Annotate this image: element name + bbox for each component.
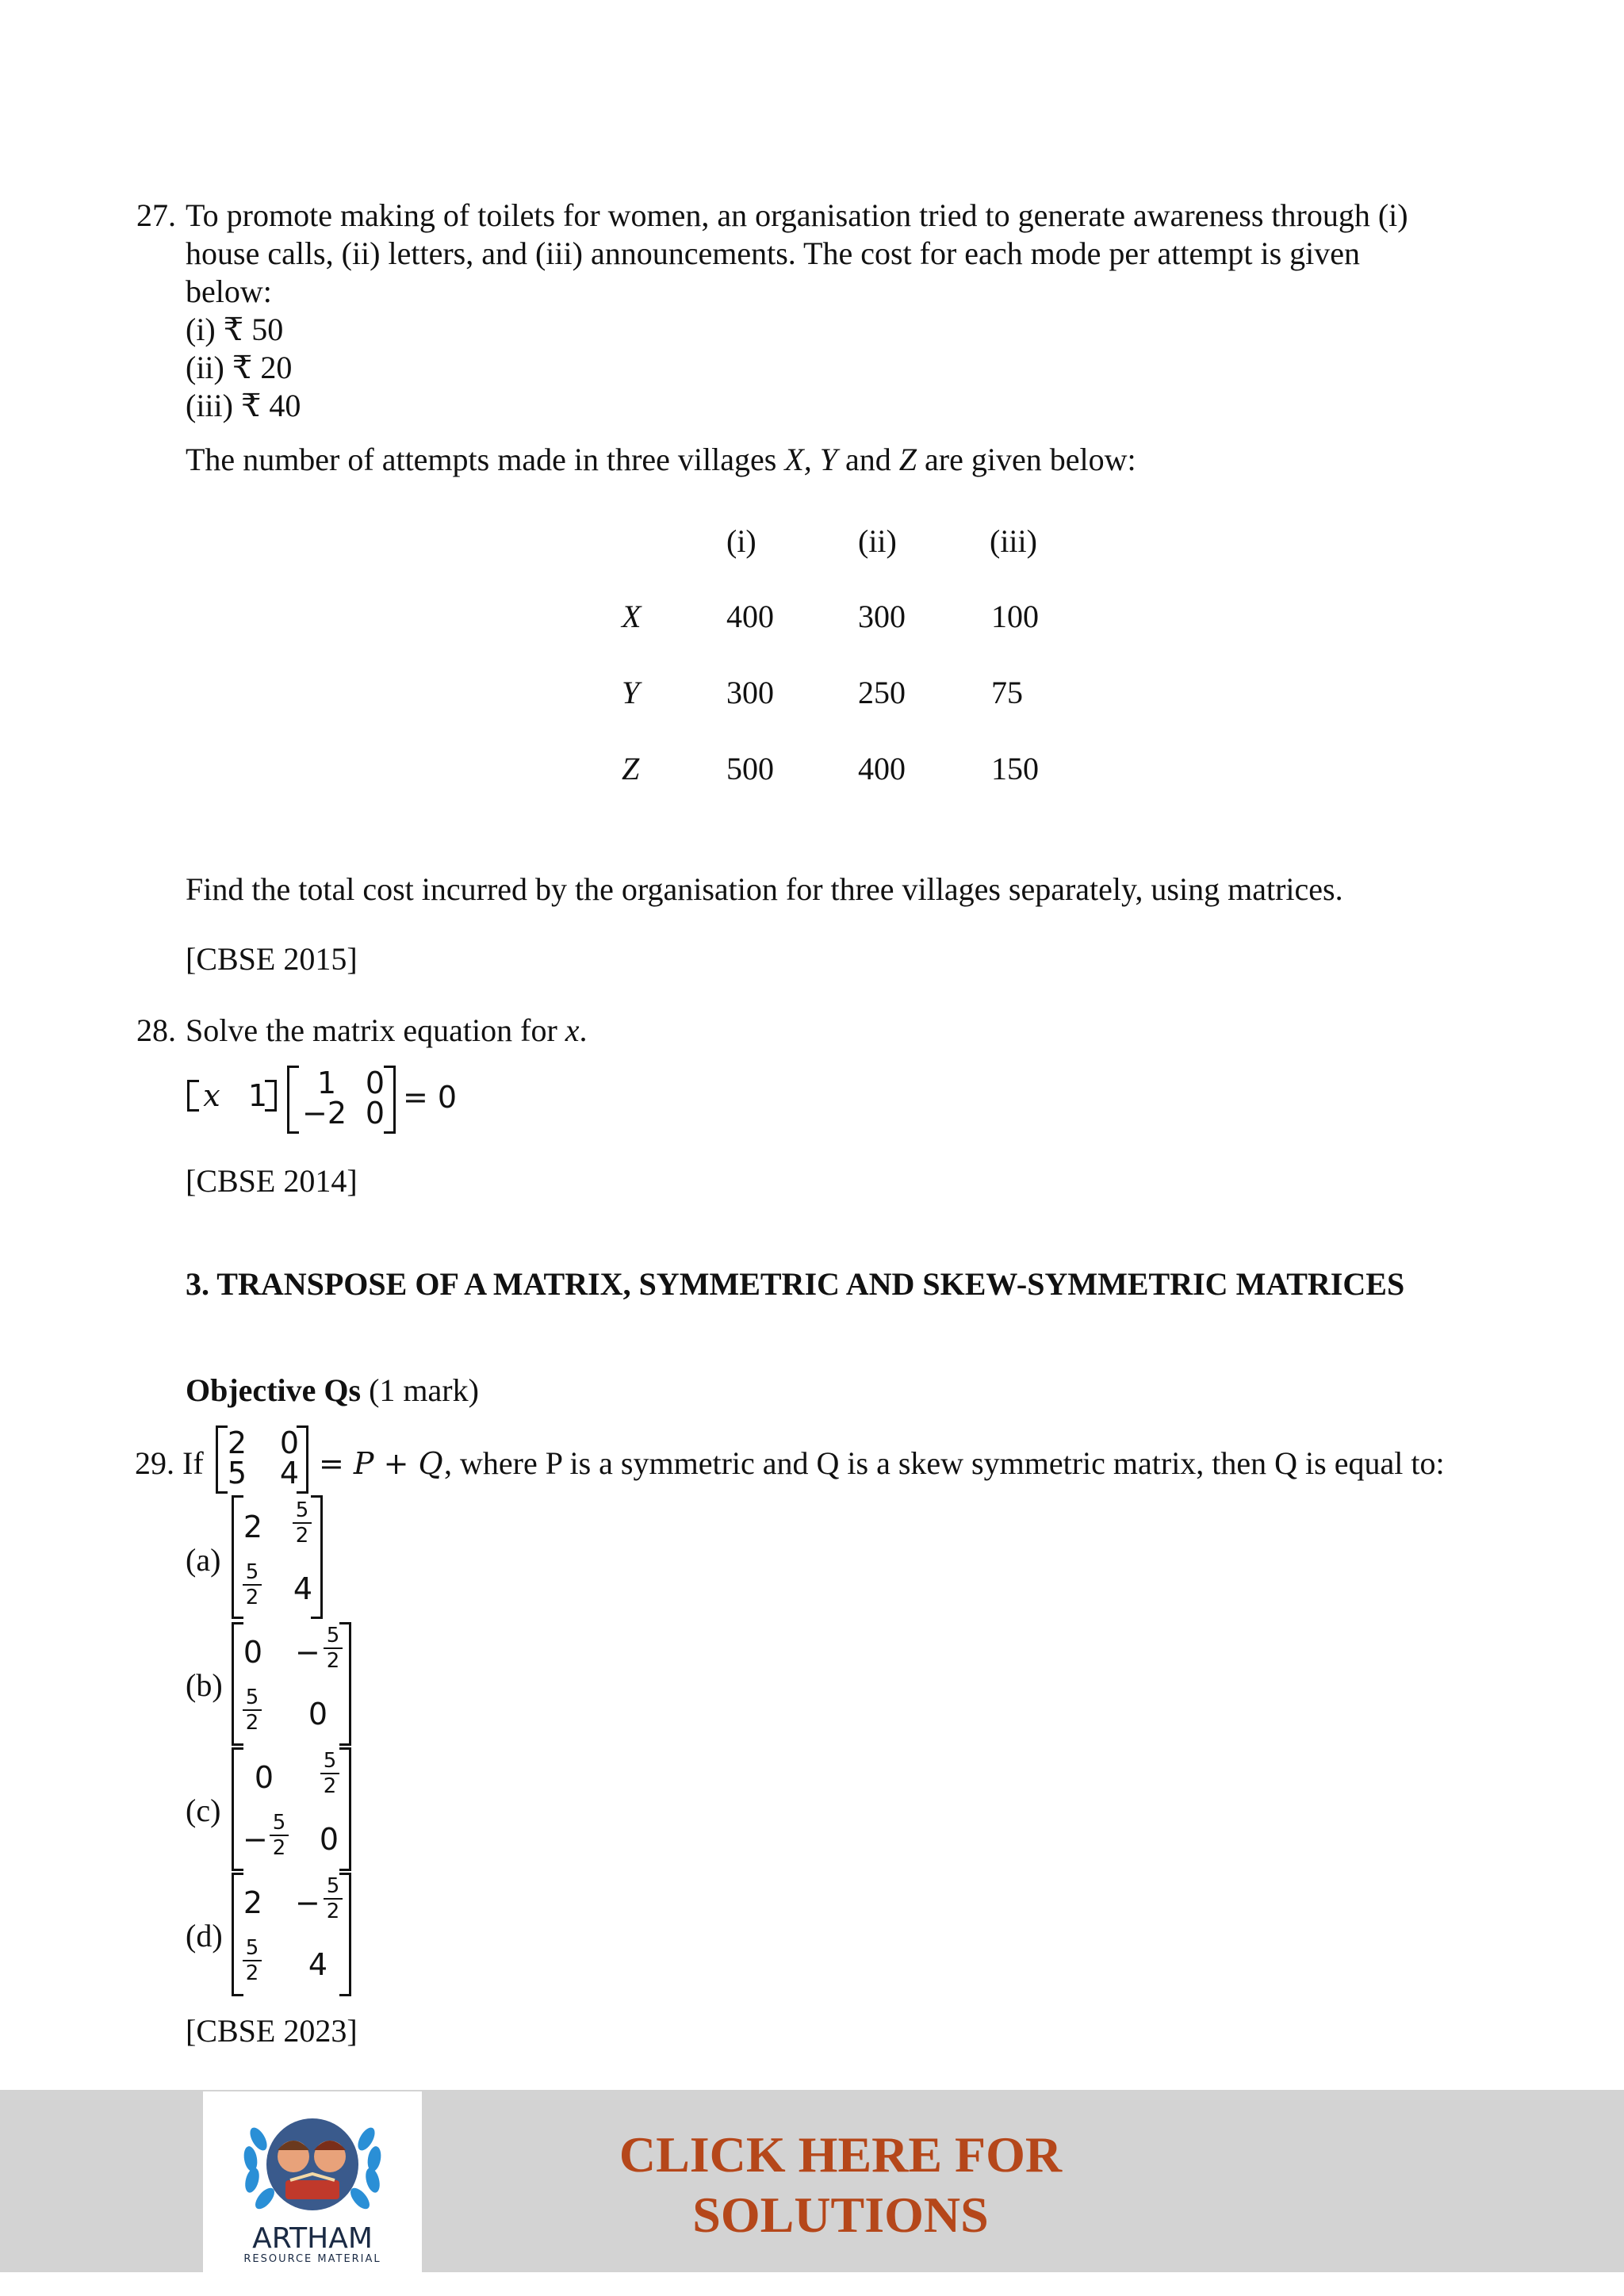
click-here-for-solutions-link[interactable] bbox=[555, 2125, 1126, 2245]
q27-cost-3: (iii) ₹ 40 bbox=[186, 388, 301, 423]
q28-rowvec-right-bracket bbox=[265, 1080, 277, 1112]
q27-task: Find the total cost incurred by the organisation for three villages separately, using matrices. bbox=[186, 871, 1343, 907]
frac-num: 5 bbox=[326, 1624, 340, 1647]
table-cell: 300 bbox=[858, 599, 906, 634]
q29-option-d-label: (d) bbox=[186, 1918, 223, 1954]
table-cell: 500 bbox=[726, 751, 774, 786]
q28-rowvec-1: 1 bbox=[247, 1078, 268, 1113]
q28-rowvec-x: x bbox=[203, 1078, 220, 1113]
q27-intro bbox=[186, 441, 1136, 479]
q28-matrix-cell: −2 bbox=[301, 1096, 347, 1131]
table-header-ii: (ii) bbox=[858, 523, 897, 559]
q29-text: , where P is a symmetric and Q is a skew symmetric matrix, then Q is equal to: bbox=[444, 1445, 1445, 1481]
frac-den: 2 bbox=[326, 1900, 340, 1923]
q28-matrix-cell: 0 bbox=[365, 1066, 385, 1100]
q29-source: [CBSE 2023] bbox=[186, 2013, 358, 2049]
option-a-frac-21 bbox=[241, 1562, 263, 1608]
q28-text-post: . bbox=[579, 1012, 588, 1048]
table-header-i: (i) bbox=[726, 523, 756, 559]
logo-brand: ARTHAM bbox=[252, 2222, 373, 2255]
q28-matrix-right-bracket bbox=[384, 1066, 396, 1134]
option-b-cell: 0 bbox=[243, 1635, 263, 1670]
q27-intro-z: Z bbox=[898, 442, 917, 477]
table-cell: 250 bbox=[858, 675, 906, 710]
q29-matrix-right-bracket bbox=[297, 1425, 308, 1494]
cta-line-1: CLICK HERE FOR bbox=[619, 2126, 1063, 2183]
table-cell: 150 bbox=[991, 751, 1039, 786]
objective-heading bbox=[186, 1372, 479, 1410]
option-d-right-bracket bbox=[339, 1873, 351, 1996]
q27-cost-2: (ii) ₹ 20 bbox=[186, 350, 293, 385]
q29-option-c-label: (c) bbox=[186, 1793, 221, 1828]
q29-matrix-cell: 4 bbox=[279, 1456, 300, 1490]
frac-num: 5 bbox=[245, 1686, 259, 1709]
option-a-right-bracket bbox=[311, 1495, 323, 1619]
frac-den: 2 bbox=[245, 1711, 259, 1735]
q29-option-b-label: (b) bbox=[186, 1667, 223, 1703]
q27-intro-pre: The number of attempts made in three villages bbox=[186, 442, 785, 477]
q29-number: 29. If bbox=[135, 1445, 204, 1481]
frac-num: 5 bbox=[323, 1749, 337, 1773]
logo-subtitle: RESOURCE MATERIAL bbox=[243, 2253, 381, 2265]
option-c-frac-21 bbox=[268, 1812, 290, 1858]
table-cell: 400 bbox=[726, 599, 774, 634]
option-c-cell: 0 bbox=[319, 1822, 339, 1857]
option-c-cell: 0 bbox=[254, 1760, 274, 1795]
q27-intro-post: are given below: bbox=[917, 442, 1136, 477]
q29-matrix-cell: 0 bbox=[279, 1425, 300, 1460]
option-d-cell: 4 bbox=[308, 1947, 328, 1982]
q27-intro-and: and bbox=[837, 442, 899, 477]
q28-var: x bbox=[565, 1012, 580, 1048]
option-c-right-bracket bbox=[339, 1747, 351, 1871]
q27-line2: house calls, (ii) letters, and (iii) announcements. The cost for each mode per attempt is given bbox=[186, 235, 1361, 271]
option-a-cell: 2 bbox=[243, 1510, 263, 1544]
q29-matrix-cell: 5 bbox=[227, 1456, 247, 1490]
frac-num: 5 bbox=[295, 1498, 309, 1522]
option-b-right-bracket bbox=[339, 1622, 351, 1746]
option-a-cell: 4 bbox=[293, 1571, 313, 1606]
option-d-frac-21 bbox=[241, 1938, 263, 1984]
q27-intro-vars: X, Y bbox=[784, 442, 837, 477]
q29-matrix-cell: 2 bbox=[227, 1425, 247, 1460]
table-header-iii: (iii) bbox=[990, 523, 1037, 559]
option-c-left-bracket bbox=[232, 1747, 243, 1871]
q27-source: [CBSE 2015] bbox=[186, 941, 358, 977]
cta-line-2: SOLUTIONS bbox=[692, 2187, 989, 2243]
q28-text bbox=[186, 1012, 588, 1050]
table-row-label-y: Y bbox=[622, 675, 640, 710]
option-c-minus: − bbox=[243, 1822, 268, 1857]
section-title: 3. TRANSPOSE OF A MATRIX, SYMMETRIC AND SKEW-SYMMETRIC MATRICES bbox=[186, 1266, 1405, 1302]
frac-num: 5 bbox=[272, 1811, 286, 1835]
table-cell: 100 bbox=[991, 599, 1039, 634]
frac-den: 2 bbox=[295, 1524, 309, 1548]
laurel-wreath-icon bbox=[203, 2091, 422, 2226]
artham-logo[interactable] bbox=[203, 2091, 422, 2272]
table-cell: 400 bbox=[858, 751, 906, 786]
q28-matrix-cell: 0 bbox=[365, 1096, 385, 1131]
q29-equation: = P + Q bbox=[319, 1446, 443, 1481]
table-cell: 75 bbox=[991, 675, 1023, 710]
option-d-cell: 2 bbox=[243, 1885, 263, 1920]
q29-option-a-label: (a) bbox=[186, 1542, 221, 1578]
q27-line1: To promote making of toilets for women, an organisation tried to generate awareness through (i) bbox=[186, 197, 1408, 233]
option-b-cell: 0 bbox=[308, 1697, 328, 1732]
frac-den: 2 bbox=[245, 1586, 259, 1609]
frac-den: 2 bbox=[323, 1774, 337, 1798]
option-b-frac-21 bbox=[241, 1687, 263, 1733]
option-b-minus: − bbox=[295, 1635, 320, 1670]
frac-num: 5 bbox=[326, 1874, 340, 1898]
q28-source: [CBSE 2014] bbox=[186, 1163, 358, 1199]
table-cell: 300 bbox=[726, 675, 774, 710]
table-row-label-x: X bbox=[622, 599, 642, 634]
objective-label: Objective Qs bbox=[186, 1372, 362, 1408]
q27-line3: below: bbox=[186, 274, 272, 309]
q28-matrix-cell: 1 bbox=[316, 1066, 337, 1100]
q28-number: 28. bbox=[136, 1012, 176, 1048]
q27-cost-1: (i) ₹ 50 bbox=[186, 312, 284, 347]
frac-den: 2 bbox=[245, 1961, 259, 1985]
frac-num: 5 bbox=[245, 1560, 259, 1584]
q28-text-pre: Solve the matrix equation for bbox=[186, 1012, 565, 1048]
frac-num: 5 bbox=[245, 1936, 259, 1960]
frac-den: 2 bbox=[326, 1649, 340, 1673]
option-c-frac-12 bbox=[319, 1751, 341, 1797]
objective-marks: (1 mark) bbox=[361, 1372, 479, 1408]
table-row-label-z: Z bbox=[622, 751, 640, 786]
q28-rowvec-left-bracket bbox=[187, 1080, 199, 1112]
option-d-minus: − bbox=[295, 1885, 320, 1920]
frac-den: 2 bbox=[272, 1836, 286, 1860]
q28-equals-zero: = 0 bbox=[403, 1080, 458, 1115]
q27-number: 27. bbox=[136, 197, 176, 233]
option-a-frac-12 bbox=[291, 1500, 313, 1546]
